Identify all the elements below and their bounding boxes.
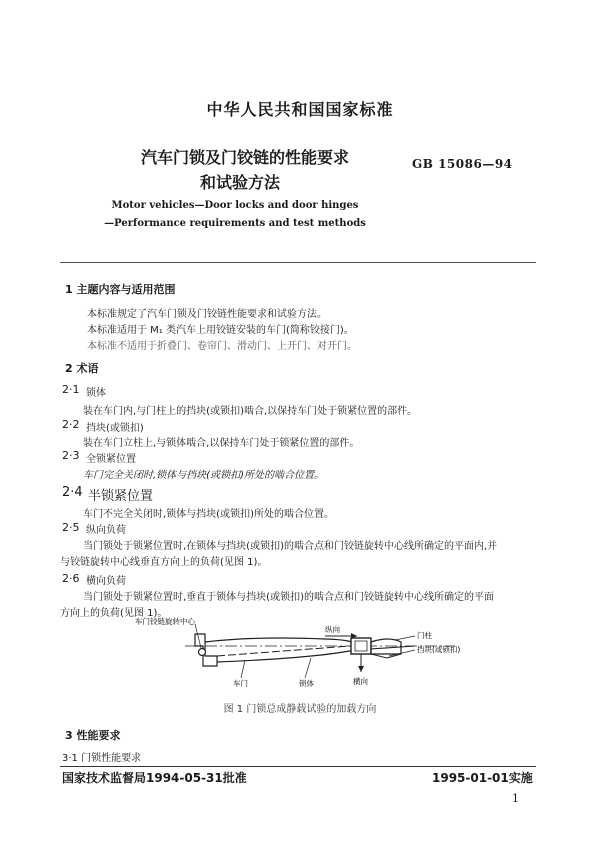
term-2-2-number: 2·2 <box>62 418 80 431</box>
hinge-pillar-shape <box>195 634 217 666</box>
label-transverse: 横向 <box>353 677 368 686</box>
figure-1-diagram <box>125 612 510 690</box>
term-2-1-number: 2·1 <box>62 383 80 396</box>
transverse-arrow-head <box>358 666 364 672</box>
label-door-post: 门柱 <box>417 631 432 640</box>
figure-1-caption: 图 1 门锁总成静载试验的加载方向 <box>223 704 377 715</box>
term-2-3-title: 全锁紧位置 <box>86 454 136 465</box>
label-hinge-center: 车门铰链旋转中心 <box>135 617 195 626</box>
section-1-para-2: 本标准适用于 M₁ 类汽车上用铰链安装的车门(简称铰接门)。 <box>87 325 354 336</box>
term-2-2-body: 装在车门立柱上,与锁体啮合,以保持车门处于锁紧位置的部件。 <box>83 438 360 449</box>
top-rule <box>60 262 536 263</box>
door-post-shape <box>371 639 401 654</box>
term-2-4-number: 2·4 <box>62 485 83 500</box>
term-2-5-body-line-1: 当门锁处于锁紧位置时,在锁体与挡块(或锁扣)的啮合点和门铰链旋转中心线所确定的平面内,并 <box>83 541 498 552</box>
term-2-5-title: 纵向负荷 <box>86 525 126 536</box>
section-3-heading: 3 性能要求 <box>65 729 121 742</box>
term-2-4-body: 车门不完全关闭时,锁体与挡块(或锁扣)所处的啮合位置。 <box>83 509 334 520</box>
term-2-6-body-line-2: 方向上的负荷(见图 1)。 <box>60 608 168 619</box>
standard-code: GB 15086—94 <box>412 157 513 171</box>
label-door: 车门 <box>233 679 248 688</box>
hinge-pin-icon <box>199 649 206 656</box>
term-2-4-title: 半锁紧位置 <box>88 489 154 504</box>
term-2-1-body: 装在车门内,与门柱上的挡块(或锁扣)啮合,以保持车门处于锁紧位置的部件。 <box>83 406 418 417</box>
door-panel-outline <box>205 638 357 662</box>
term-2-2-title: 挡块(或锁扣) <box>86 423 144 434</box>
term-2-5-number: 2·5 <box>62 521 80 534</box>
term-2-1-title: 锁体 <box>86 388 106 399</box>
term-2-6-number: 2·6 <box>62 572 80 585</box>
english-title-line-2: —Performance requirements and test methods <box>104 218 366 229</box>
english-title-line-1: Motor vehicles—Door locks and door hinges <box>111 200 359 211</box>
term-2-6-body-line-1: 当门锁处于锁紧位置时,垂直于锁体与挡块(或锁扣)的啮合点和门铰链旋转中心线所确定的平面 <box>83 592 494 603</box>
section-3-1-heading: 3·1 门锁性能要求 <box>62 753 142 764</box>
standard-type-header: 中华人民共和国国家标准 <box>206 100 394 119</box>
title-line-1: 汽车门锁及门铰链的性能要求 <box>140 148 349 167</box>
label-longitudinal: 纵向 <box>325 625 340 634</box>
section-1-para-1: 本标准规定了汽车门锁及门铰链性能要求和试验方法。 <box>87 309 327 320</box>
bottom-rule <box>60 766 536 767</box>
term-2-6-title: 横向负荷 <box>86 576 126 587</box>
label-striker: 挡块(或锁扣) <box>417 645 461 654</box>
term-2-3-body: 车门完全关闭时,锁体与挡块(或锁扣)所处的啮合位置。 <box>83 470 324 481</box>
label-lock-body: 锁体 <box>299 679 314 688</box>
title-line-2: 和试验方法 <box>199 173 280 192</box>
page-number: 1 <box>512 792 519 805</box>
section-1-para-3: 本标准不适用于折叠门、卷帘门、滑动门、上开门、对开门。 <box>87 341 357 352</box>
section-1-heading: 1 主题内容与适用范围 <box>65 283 176 296</box>
term-2-3-number: 2·3 <box>62 449 80 462</box>
section-2-heading: 2 术语 <box>65 362 99 375</box>
lock-body-box <box>351 638 371 654</box>
approval-date: 国家技术监督局1994-05-31批准 <box>62 771 247 785</box>
term-2-5-body-line-2: 与铰链旋转中心线垂直方向上的负荷(见图 1)。 <box>60 557 268 568</box>
implementation-date: 1995-01-01实施 <box>432 771 533 785</box>
